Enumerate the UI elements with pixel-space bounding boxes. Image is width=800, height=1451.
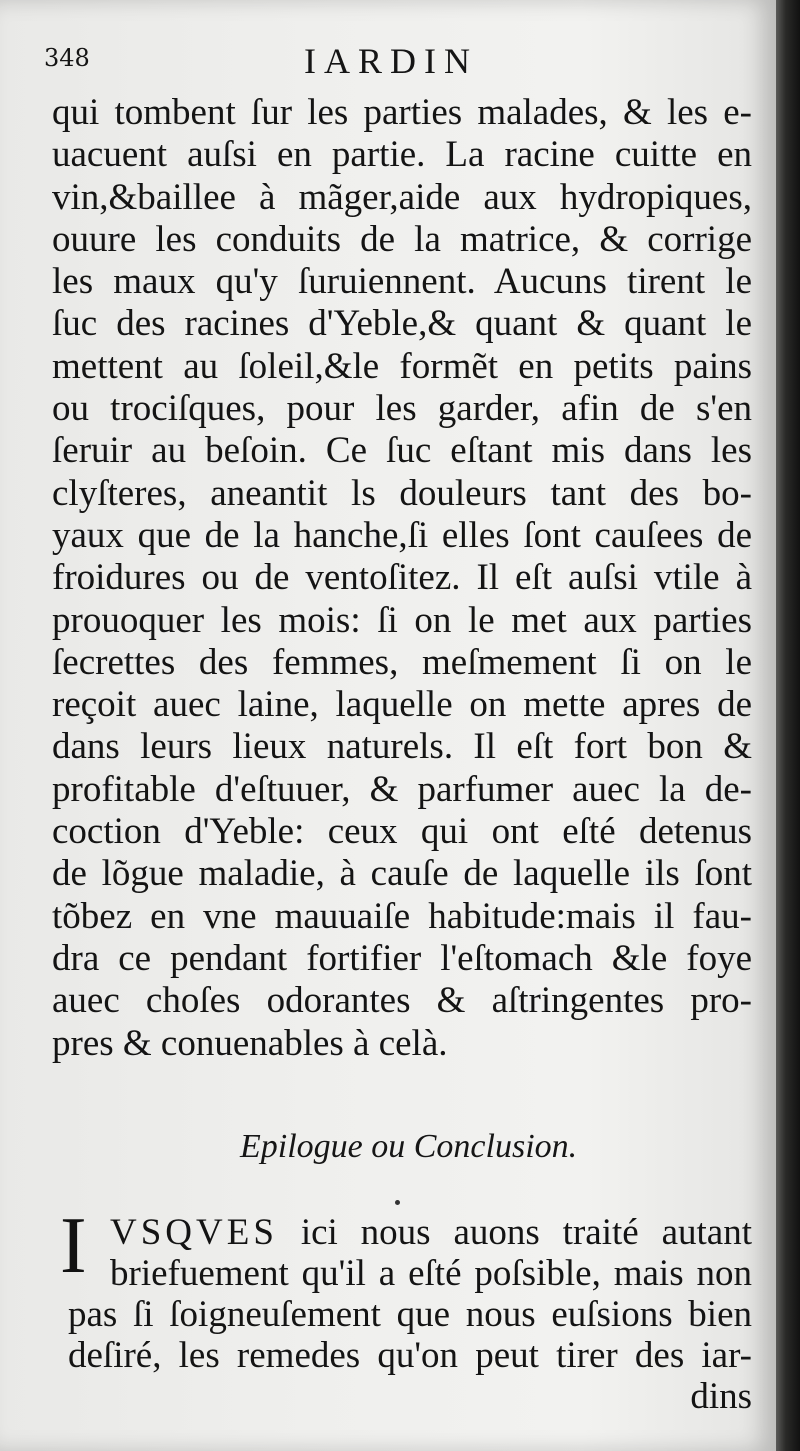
text-line: les maux qu'y ſuruiennent. Aucuns tirent le (52, 261, 752, 303)
text-line: profitable d'eſtuuer, & parfumer auec la de- (52, 768, 752, 810)
main-text-block (52, 92, 752, 1065)
conclusion-line: briefuement qu'il a eſté poſsible, mais non (110, 1253, 752, 1294)
text-line: dra ce pendant fortifier l'eſtomach &le foye (52, 937, 752, 979)
text-line: uacuent auſsi en partie. La racine cuitte en (52, 134, 752, 176)
running-head (40, 40, 740, 80)
ornament-dot (395, 1200, 400, 1205)
conclusion-line: deſiré, les remedes qu'on peut tirer des iar- (68, 1335, 752, 1376)
conclusion-line: pas ſi ſoigneuſement que nous euſsions bien (68, 1294, 752, 1335)
text-line: yaux que de la hanche,ſi elles ſont cauſees de (52, 514, 752, 556)
text-line: mettent au ſoleil,&le formẽt en petits pains (52, 345, 752, 387)
text-line: vin,&baillee à mãger,aide aux hydropiques, (52, 176, 752, 218)
conclusion-first-line (110, 1212, 752, 1294)
conclusion-continued (68, 1294, 752, 1417)
text-line: clyſteres, aneantit ls douleurs tant des bo- (52, 472, 752, 514)
text-line: ſecrettes des femmes, meſmement ſi on le (52, 641, 752, 683)
text-line: prouoquer les mois: ſi on le met aux parties (52, 599, 752, 641)
text-line: tõbez en vne mauuaiſe habitude:mais il fau- (52, 895, 752, 937)
text-line: ſuc des racines d'Yeble,& quant & quant le (52, 303, 752, 345)
catchword: dins (690, 1376, 752, 1417)
text-line-last: pres & conuenables à celà. (52, 1022, 448, 1064)
drop-cap: I (60, 1202, 87, 1290)
page-number: 348 (44, 44, 90, 72)
text-line: de lõgue maladie, à cauſe de laquelle ils ſont (52, 853, 752, 895)
text-line: coction d'Yeble: ceux qui ont eſté detenus (52, 811, 752, 853)
text-line: ſeruir au beſoin. Ce ſuc eſtant mis dans les (52, 430, 752, 472)
smallcaps-opening: VSQVES (110, 1212, 278, 1253)
conclusion-first-line-text (110, 1212, 752, 1253)
text-line: dans leurs lieux naturels. Il eſt fort bon & (52, 726, 752, 768)
text-line: auec choſes odorantes & aſtringentes pro- (52, 980, 752, 1022)
text-line: reçoit auec laine, laquelle on mette apres de (52, 684, 752, 726)
first-line-rest: ici nous auons traité autant (300, 1212, 752, 1253)
text-line: qui tombent ſur les parties malades, & les e- (52, 92, 752, 133)
text-line: ouure les conduits de la matrice, & corrige (52, 218, 752, 260)
text-line: froidures ou de ventoſitez. Il eſt auſsi vtile à (52, 557, 752, 599)
running-title: IARDIN (304, 41, 478, 81)
text-line: ou trociſques, pour les garder, afin de s'en (52, 388, 752, 430)
section-heading: Epilogue ou Conclusion. (240, 1128, 578, 1165)
page-gutter-shadow (776, 0, 800, 1451)
